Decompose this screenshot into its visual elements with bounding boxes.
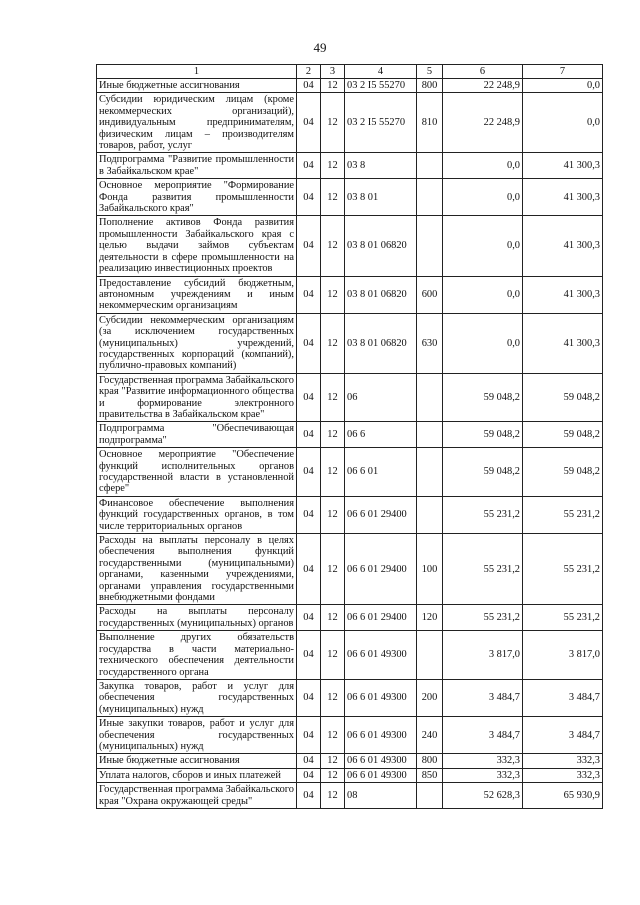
row-name-cell: Предоставление субсидий бюджетным, автономным учреждениям и иным некоммерческим организациям [97,276,297,313]
subsection-code-cell: 12 [321,496,345,533]
expense-type-cell: 120 [417,605,443,631]
amount-year1-cell: 3 484,7 [443,717,523,754]
subsection-code-cell: 12 [321,768,345,782]
row-name-cell: Пополнение активов Фонда развития промышленности Забайкальского края с целью выдачи займов субъектам деятельности в сфере промышленности на реализацию инвестиционных проектов [97,216,297,276]
amount-year1-cell: 3 817,0 [443,631,523,680]
amount-year1-cell: 0,0 [443,153,523,179]
section-code-cell: 04 [297,754,321,768]
amount-year1-cell: 0,0 [443,216,523,276]
header-cell: 5 [417,65,443,79]
section-code-cell: 04 [297,313,321,373]
row-name-cell: Подпрограмма "Обеспечивающая подпрограмма" [97,422,297,448]
amount-year2-cell: 41 300,3 [523,276,603,313]
subsection-code-cell: 12 [321,422,345,448]
amount-year2-cell: 41 300,3 [523,216,603,276]
table-row [97,679,603,716]
section-code-cell: 04 [297,717,321,754]
expense-type-cell: 800 [417,79,443,93]
table-row [97,313,603,373]
table-row [97,373,603,422]
amount-year2-cell: 41 300,3 [523,179,603,216]
amount-year1-cell: 55 231,2 [443,605,523,631]
row-name-cell: Иные закупки товаров, работ и услуг для обеспечения государственных (муниципальных) нужд [97,717,297,754]
target-article-cell: 06 [345,373,417,422]
expense-type-cell: 810 [417,93,443,153]
amount-year1-cell: 59 048,2 [443,422,523,448]
section-code-cell: 04 [297,605,321,631]
table-row [97,534,603,605]
subsection-code-cell: 12 [321,448,345,497]
table-row [97,717,603,754]
target-article-cell: 06 6 01 [345,448,417,497]
row-name-cell: Уплата налогов, сборов и иных платежей [97,768,297,782]
section-code-cell: 04 [297,153,321,179]
target-article-cell: 06 6 01 29400 [345,496,417,533]
section-code-cell: 04 [297,534,321,605]
section-code-cell: 04 [297,496,321,533]
expense-type-cell: 200 [417,679,443,716]
amount-year2-cell: 59 048,2 [523,422,603,448]
expense-type-cell [417,373,443,422]
amount-year2-cell: 0,0 [523,79,603,93]
expense-type-cell: 800 [417,754,443,768]
section-code-cell: 04 [297,93,321,153]
subsection-code-cell: 12 [321,679,345,716]
table-row [97,783,603,809]
target-article-cell: 06 6 01 49300 [345,768,417,782]
page-number: 49 [313,40,327,55]
subsection-code-cell: 12 [321,783,345,809]
header-cell: 1 [97,65,297,79]
row-name-cell: Подпрограмма "Развитие промышленности в Забайкальском крае" [97,153,297,179]
target-article-cell: 06 6 01 49300 [345,754,417,768]
row-name-cell: Иные бюджетные ассигнования [97,79,297,93]
amount-year1-cell: 332,3 [443,754,523,768]
subsection-code-cell: 12 [321,153,345,179]
expense-type-cell [417,422,443,448]
row-name-cell: Основное мероприятие "Обеспечение функций исполнительных органов государственной власти в установленной сфере" [97,448,297,497]
table-row [97,631,603,680]
amount-year1-cell: 52 628,3 [443,783,523,809]
table-row [97,422,603,448]
expense-type-cell [417,631,443,680]
amount-year2-cell: 41 300,3 [523,153,603,179]
amount-year2-cell: 59 048,2 [523,373,603,422]
section-code-cell: 04 [297,276,321,313]
expense-type-cell [417,216,443,276]
amount-year1-cell: 55 231,2 [443,534,523,605]
subsection-code-cell: 12 [321,313,345,373]
row-name-cell: Субсидии юридическим лицам (кроме некоммерческих организаций), индивидуальным предпринимателям, физическим лицам – производителям товаров, работ, услуг [97,93,297,153]
header-cell: 4 [345,65,417,79]
target-article-cell: 08 [345,783,417,809]
header-cell: 7 [523,65,603,79]
row-name-cell: Основное мероприятие "Формирование Фонда развития промышленности Забайкальского края" [97,179,297,216]
table-row [97,93,603,153]
amount-year2-cell: 3 484,7 [523,679,603,716]
row-name-cell: Государственная программа Забайкальского края "Развитие информационного общества и формирование электронного правительства в Забайкальском крае" [97,373,297,422]
section-code-cell: 04 [297,448,321,497]
target-article-cell: 06 6 01 29400 [345,605,417,631]
header-cell: 3 [321,65,345,79]
header-cell: 6 [443,65,523,79]
amount-year2-cell: 65 930,9 [523,783,603,809]
amount-year2-cell: 55 231,2 [523,496,603,533]
row-name-cell: Субсидии некоммерческим организациям (за исключением государственных (муниципальных) учреждений, государственных корпораций (компаний), публично-правовых компаний) [97,313,297,373]
amount-year2-cell: 3 484,7 [523,717,603,754]
expense-type-cell: 240 [417,717,443,754]
table-row [97,216,603,276]
expense-type-cell [417,448,443,497]
subsection-code-cell: 12 [321,93,345,153]
budget-table [96,64,603,809]
amount-year1-cell: 332,3 [443,768,523,782]
amount-year2-cell: 3 817,0 [523,631,603,680]
expense-type-cell: 100 [417,534,443,605]
expense-type-cell: 630 [417,313,443,373]
amount-year1-cell: 22 248,9 [443,79,523,93]
amount-year1-cell: 0,0 [443,276,523,313]
section-code-cell: 04 [297,179,321,216]
amount-year1-cell: 22 248,9 [443,93,523,153]
subsection-code-cell: 12 [321,754,345,768]
header-row [97,65,603,79]
table-row [97,605,603,631]
table-row [97,179,603,216]
section-code-cell: 04 [297,679,321,716]
expense-type-cell [417,783,443,809]
expense-type-cell: 850 [417,768,443,782]
expense-type-cell [417,496,443,533]
section-code-cell: 04 [297,631,321,680]
amount-year2-cell: 55 231,2 [523,605,603,631]
subsection-code-cell: 12 [321,276,345,313]
target-article-cell: 06 6 01 29400 [345,534,417,605]
target-article-cell: 06 6 01 49300 [345,679,417,716]
target-article-cell: 03 8 [345,153,417,179]
target-article-cell: 03 2 I5 55270 [345,93,417,153]
expense-type-cell [417,179,443,216]
expense-type-cell [417,153,443,179]
table-body [97,79,603,809]
amount-year1-cell: 59 048,2 [443,448,523,497]
row-name-cell: Закупка товаров, работ и услуг для обеспечения государственных (муниципальных) нужд [97,679,297,716]
amount-year1-cell: 59 048,2 [443,373,523,422]
header-cell: 2 [297,65,321,79]
amount-year1-cell: 0,0 [443,313,523,373]
amount-year1-cell: 3 484,7 [443,679,523,716]
section-code-cell: 04 [297,373,321,422]
section-code-cell: 04 [297,79,321,93]
target-article-cell: 06 6 01 49300 [345,717,417,754]
amount-year1-cell: 55 231,2 [443,496,523,533]
subsection-code-cell: 12 [321,631,345,680]
table-row [97,153,603,179]
amount-year2-cell: 41 300,3 [523,313,603,373]
subsection-code-cell: 12 [321,216,345,276]
table-row [97,754,603,768]
subsection-code-cell: 12 [321,179,345,216]
table-row [97,79,603,93]
amount-year2-cell: 332,3 [523,754,603,768]
target-article-cell: 06 6 [345,422,417,448]
section-code-cell: 04 [297,422,321,448]
expense-type-cell: 600 [417,276,443,313]
row-name-cell: Финансовое обеспечение выполнения функций государственных органов, в том числе территориальных органов [97,496,297,533]
row-name-cell: Расходы на выплаты персоналу в целях обеспечения выполнения функций государственными (муниципальными) органами, казенными учреждениями, органами управления государственными внебюджетными фондами [97,534,297,605]
target-article-cell: 06 6 01 49300 [345,631,417,680]
amount-year2-cell: 59 048,2 [523,448,603,497]
table-row [97,768,603,782]
row-name-cell: Расходы на выплаты персоналу государственных (муниципальных) органов [97,605,297,631]
subsection-code-cell: 12 [321,717,345,754]
amount-year2-cell: 332,3 [523,768,603,782]
row-name-cell: Выполнение других обязательств государства в части материально-технического обеспечения деятельности государственного органа [97,631,297,680]
target-article-cell: 03 8 01 [345,179,417,216]
target-article-cell: 03 8 01 06820 [345,276,417,313]
target-article-cell: 03 8 01 06820 [345,313,417,373]
row-name-cell: Государственная программа Забайкальского края "Охрана окружающей среды" [97,783,297,809]
table-row [97,496,603,533]
target-article-cell: 03 8 01 06820 [345,216,417,276]
amount-year1-cell: 0,0 [443,179,523,216]
section-code-cell: 04 [297,783,321,809]
subsection-code-cell: 12 [321,534,345,605]
target-article-cell: 03 2 I5 55270 [345,79,417,93]
subsection-code-cell: 12 [321,373,345,422]
section-code-cell: 04 [297,216,321,276]
subsection-code-cell: 12 [321,605,345,631]
row-name-cell: Иные бюджетные ассигнования [97,754,297,768]
amount-year2-cell: 55 231,2 [523,534,603,605]
table-row [97,448,603,497]
section-code-cell: 04 [297,768,321,782]
subsection-code-cell: 12 [321,79,345,93]
amount-year2-cell: 0,0 [523,93,603,153]
table-row [97,276,603,313]
